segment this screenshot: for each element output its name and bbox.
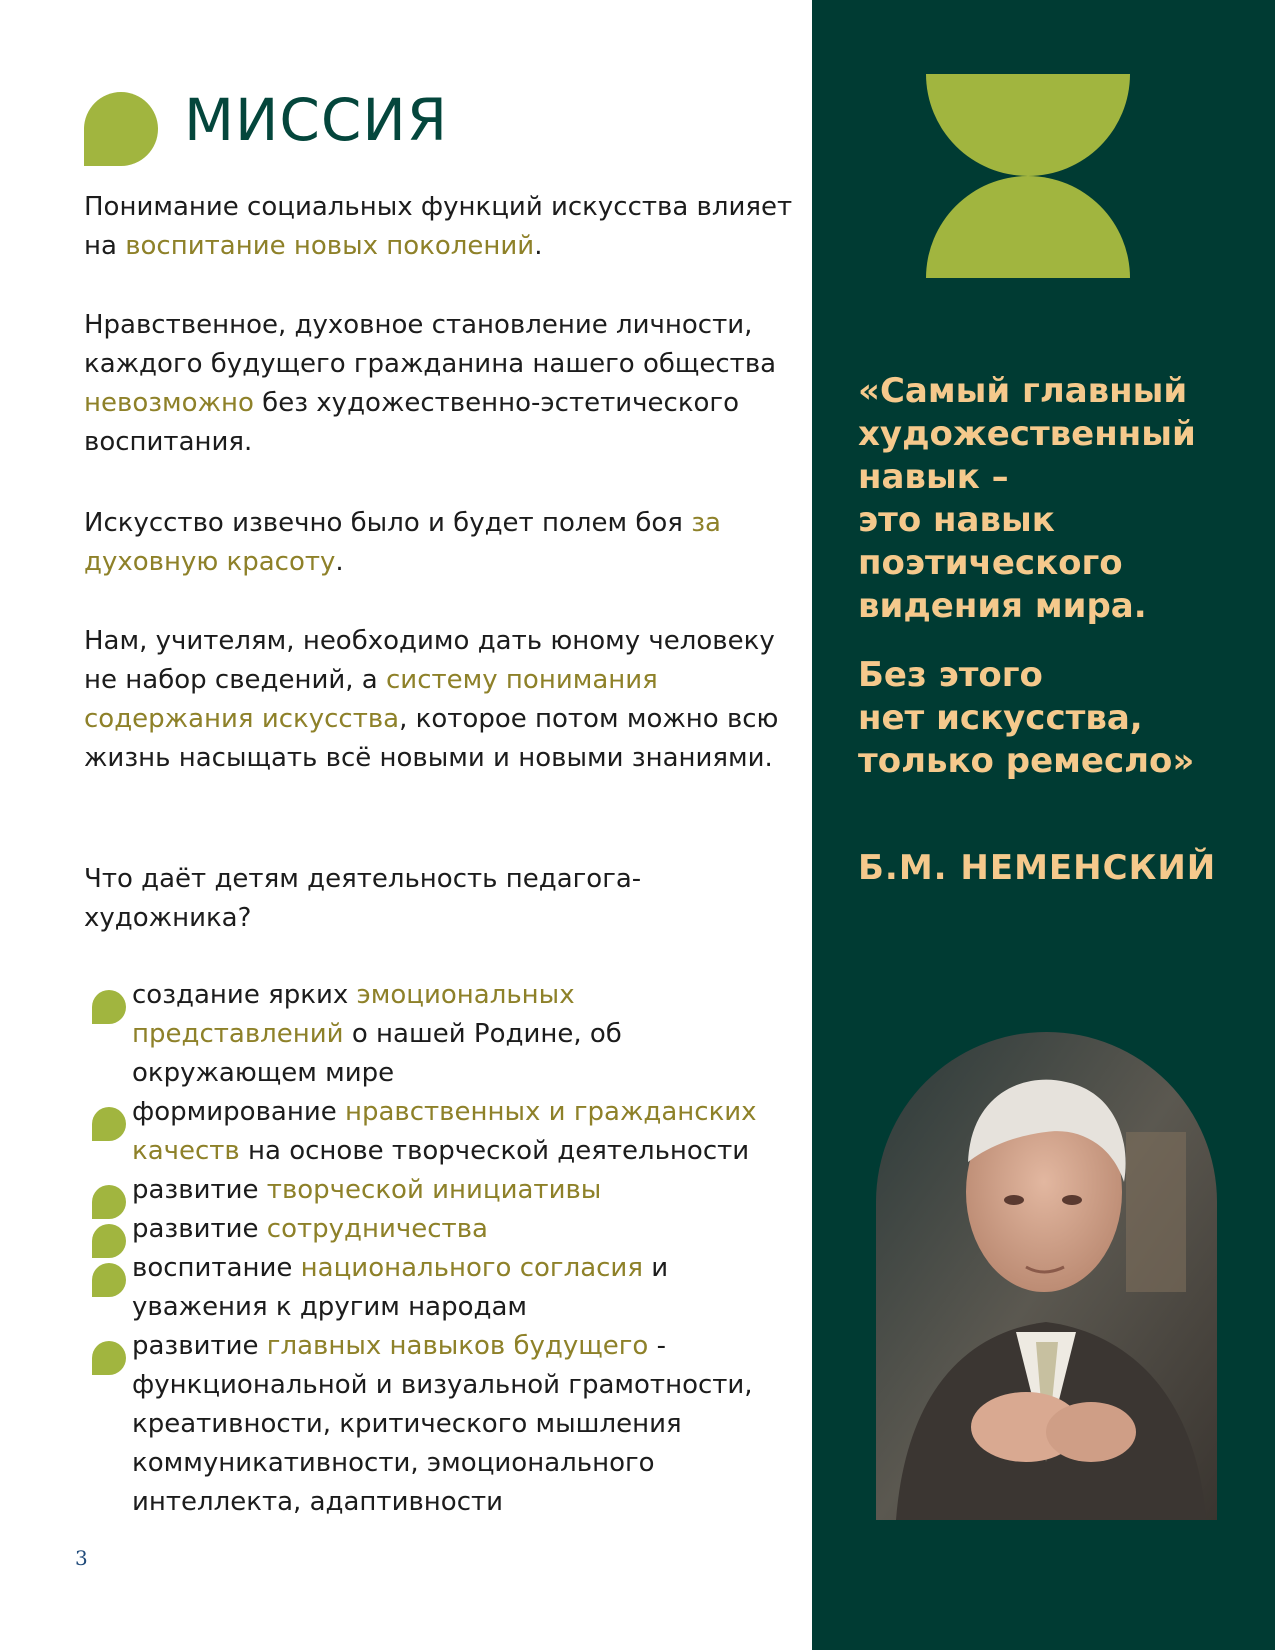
item-text: воспитание — [132, 1253, 301, 1283]
item-text: развитие — [132, 1175, 267, 1205]
page-title: МИССИЯ — [184, 86, 449, 154]
item-text: о нашей Родине, об окружающем мире — [132, 1019, 622, 1088]
quote-line: поэтического — [858, 543, 1123, 583]
page-number: 3 — [75, 1546, 88, 1570]
quote-spacer — [858, 628, 1258, 654]
item-text: развитие — [132, 1331, 267, 1361]
quote-line: «Самый главный — [858, 371, 1188, 411]
item-text: формирование — [132, 1097, 345, 1127]
list-item — [92, 1210, 792, 1249]
quote-line: Без этого — [858, 655, 1043, 695]
highlight-text: главных навыков будущего — [266, 1331, 649, 1361]
highlight-text: национального согласия — [300, 1253, 643, 1283]
highlight-text: творческой инициативы — [266, 1175, 602, 1205]
paragraph-1 — [84, 188, 804, 266]
leaf-bullet-icon — [92, 990, 126, 1024]
highlight-text: системy понимания содержания искусства — [84, 665, 658, 734]
highlight-text: за духовную красоту — [84, 508, 721, 577]
paragraph-text: . — [335, 547, 344, 577]
highlight-text: невозможно — [84, 388, 254, 418]
quote-line: это навык — [858, 500, 1055, 540]
list-item — [92, 1171, 792, 1210]
author-portrait — [876, 1032, 1217, 1520]
list-item — [92, 976, 792, 1093]
highlight-text: сотрудничества — [266, 1214, 488, 1244]
paragraph-text: Понимание социальных функций искусства влияет на — [84, 192, 793, 261]
hourglass-icon — [926, 74, 1130, 278]
leaf-bullet-icon — [92, 1341, 126, 1375]
quote-line: нет искусства, — [858, 698, 1143, 738]
leaf-bullet-icon — [92, 1107, 126, 1141]
leaf-icon — [84, 92, 158, 166]
paragraph-text: Нам, учителям, необходимо дать юному человеку не набор сведений, а — [84, 626, 775, 695]
highlight-text: эмоциональных представлений — [132, 980, 575, 1049]
quote-line: видения мира. — [858, 586, 1147, 626]
quote-line: навык – — [858, 457, 1009, 497]
paragraph-text: Нравственное, духовное становление личности, каждого будущего гражданина нашего общества — [84, 310, 777, 379]
quote-line: только ремесло» — [858, 741, 1195, 781]
item-text: развитие — [132, 1214, 267, 1244]
item-text: - функциональной и визуальной грамотности, креативности, критического мышления коммуникативности, эмоционального интеллекта, адаптивности — [132, 1331, 753, 1517]
paragraph-2 — [84, 306, 804, 462]
quote-text — [858, 370, 1258, 783]
highlight-text: воспитание новых поколений — [125, 231, 535, 261]
paragraph-4 — [84, 622, 804, 778]
paragraph-text: Что даёт детям деятельность педагога-художника? — [84, 864, 642, 933]
quote-line: художественный — [858, 414, 1196, 454]
list-item — [92, 1093, 792, 1171]
quote-author: Б.М. НЕМЕНСКИЙ — [858, 848, 1217, 888]
benefits-list — [92, 976, 792, 1522]
paragraph-text: , которое потом можно всю жизнь насыщать всё новыми и новыми знаниями. — [84, 704, 779, 773]
paragraph-text: . — [534, 231, 543, 261]
list-item — [92, 1327, 792, 1522]
portrait-image — [876, 1032, 1217, 1520]
item-text: и уважения к другим народам — [132, 1253, 669, 1322]
list-item — [92, 1249, 792, 1327]
paragraph-3 — [84, 504, 804, 582]
paragraph-text: без художественно-эстетического воспитания. — [84, 388, 739, 457]
paragraph-text: Искусство извечно было и будет полем боя — [84, 508, 692, 538]
item-text: создание ярких — [132, 980, 357, 1010]
item-text: на основе творческой деятельности — [239, 1136, 750, 1166]
paragraph-5 — [84, 860, 804, 938]
leaf-bullet-icon — [92, 1263, 126, 1297]
highlight-text: нравственных и гражданских качеств — [132, 1097, 757, 1166]
